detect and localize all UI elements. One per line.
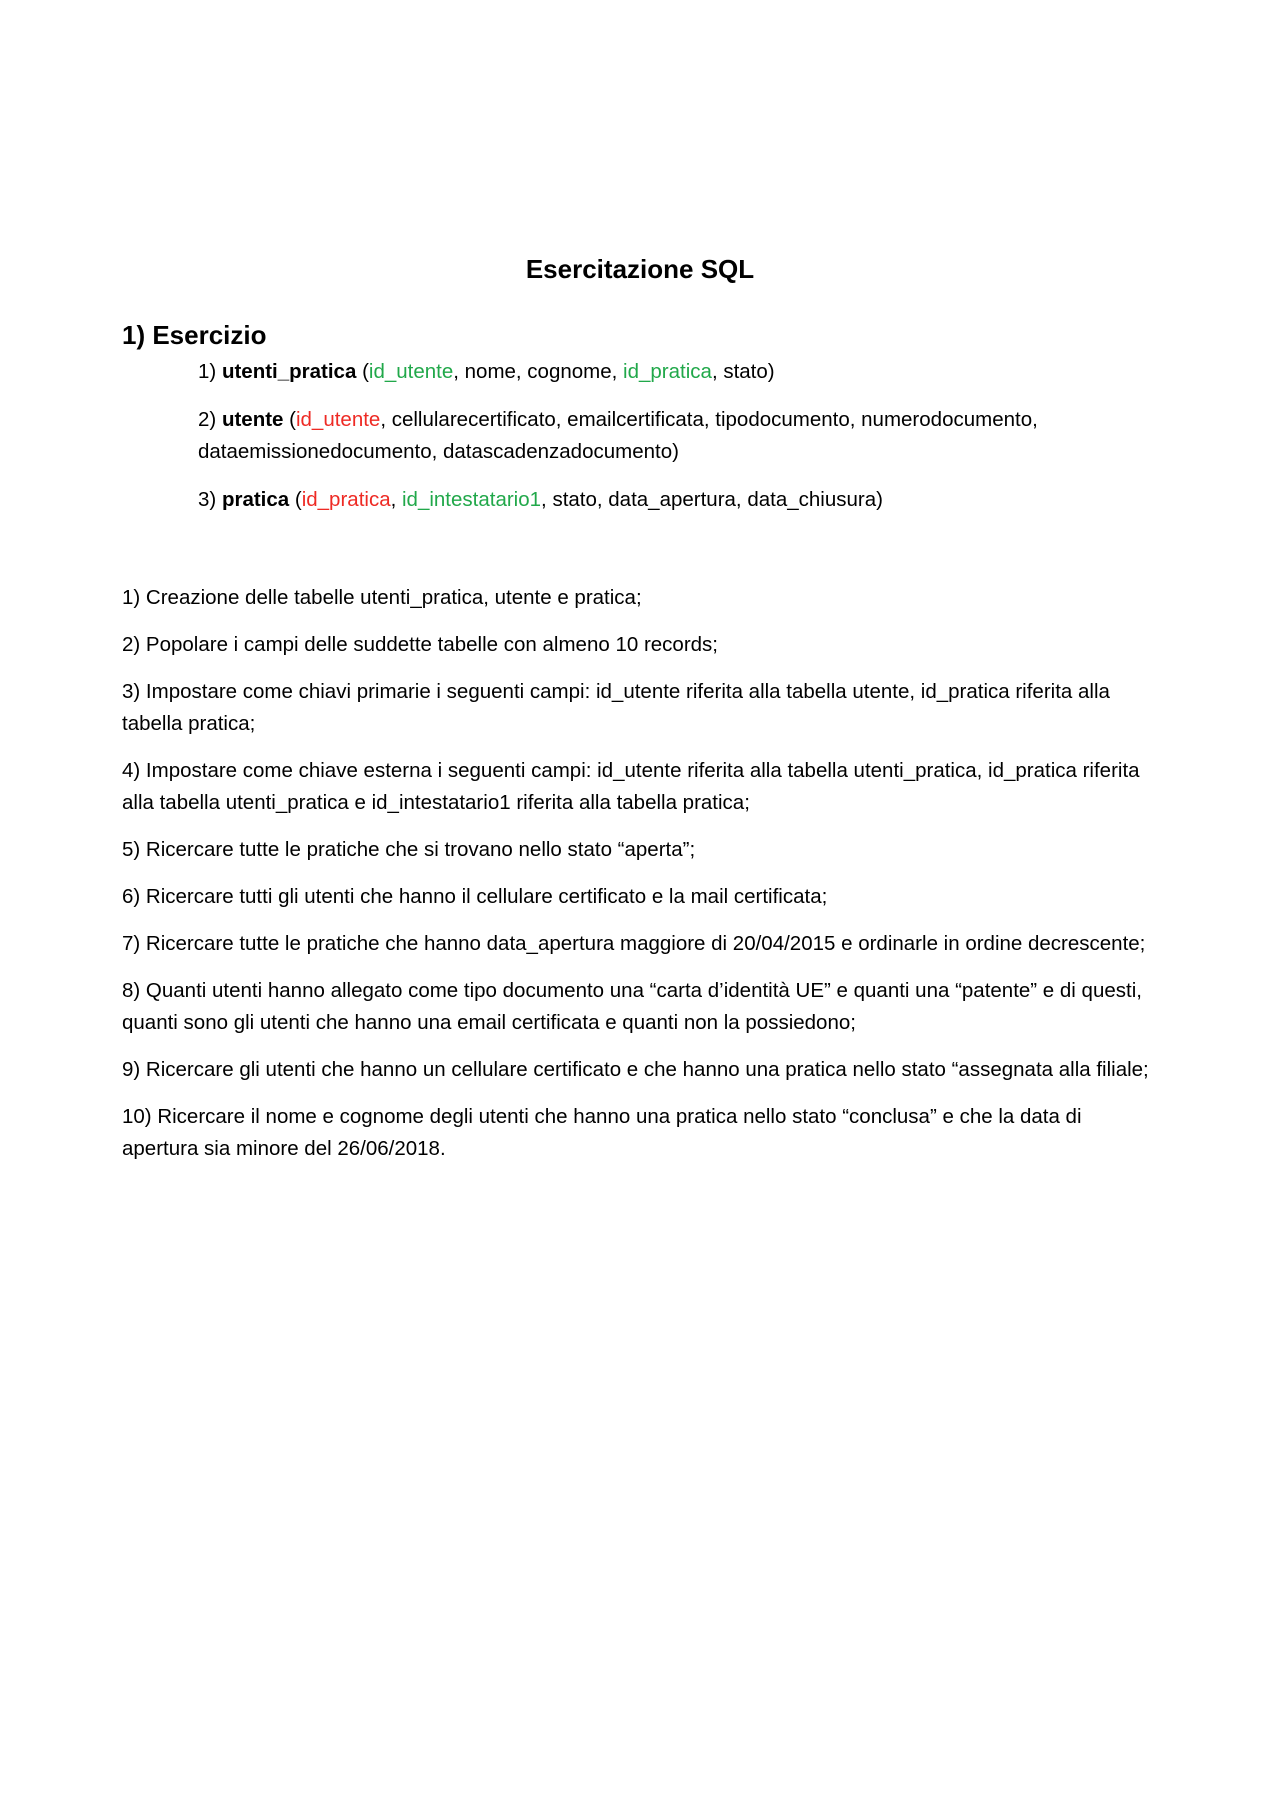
schema-fields-text: , bbox=[390, 488, 402, 511]
schema-number: 2) bbox=[198, 408, 217, 431]
foreign-key-field: id_intestatario1 bbox=[402, 488, 542, 511]
schema-fields-text: , nome, cognome, bbox=[453, 360, 624, 383]
table-name: utente bbox=[221, 408, 284, 431]
task-item: 3) Impostare come chiavi primarie i seguenti campi: id_utente riferita alla tabella utente, id_pratica riferita alla tabella pratica; bbox=[122, 680, 1110, 735]
schema-line-utenti-pratica bbox=[198, 356, 1158, 388]
task-item: 2) Popolare i campi delle suddette tabelle con almeno 10 records; bbox=[122, 633, 718, 656]
task-item: 6) Ricercare tutti gli utenti che hanno il cellulare certificato e la mail certificata; bbox=[122, 885, 828, 908]
foreign-key-field: id_utente bbox=[368, 360, 454, 383]
primary-key-field: id_pratica bbox=[301, 488, 391, 511]
task-item: 1) Creazione delle tabelle utenti_pratica, utente e pratica; bbox=[122, 586, 642, 609]
task-list bbox=[122, 582, 1162, 1180]
task-item: 8) Quanti utenti hanno allegato come tipo documento una “carta d’identità UE” e quanti una “patente” e di questi, quanti sono gli utenti che hanno una email certificata e quanti non la possiedono; bbox=[122, 979, 1142, 1034]
schema-fields-text: , stato) bbox=[711, 360, 775, 383]
primary-key-field: id_utente bbox=[295, 408, 381, 431]
schema-open-paren: ( bbox=[294, 488, 302, 511]
schema-line-pratica bbox=[198, 484, 1158, 516]
table-name: utenti_pratica bbox=[221, 360, 357, 383]
document-title: Esercitazione SQL bbox=[525, 254, 755, 284]
schema-fields-text: , stato, data_apertura, data_chiusura) bbox=[541, 488, 883, 511]
foreign-key-field: id_pratica bbox=[623, 360, 712, 383]
schema-fields-text: , cellularecertificato, emailcertificata, tipodocumento, numerodocumento, dataemissionedocumento, datascadenzadocumento) bbox=[198, 408, 1038, 463]
table-name: pratica bbox=[221, 488, 290, 511]
task-item: 10) Ricercare il nome e cognome degli utenti che hanno una pratica nello stato “conclusa” e che la data di apertura sia minore del 26/06/2018. bbox=[122, 1105, 1082, 1160]
section-heading: 1) Esercizio bbox=[122, 320, 267, 350]
task-item: 9) Ricercare gli utenti che hanno un cellulare certificato e che hanno una pratica nello stato “assegnata alla filiale; bbox=[122, 1058, 1149, 1081]
task-item: 5) Ricercare tutte le pratiche che si trovano nello stato “aperta”; bbox=[122, 838, 696, 861]
schema-number: 3) bbox=[198, 488, 217, 511]
schema-number: 1) bbox=[198, 360, 217, 383]
schema-open-paren: ( bbox=[289, 408, 296, 431]
schema-line-utente bbox=[198, 404, 1158, 468]
schema-open-paren: ( bbox=[362, 360, 369, 383]
task-item: 7) Ricercare tutte le pratiche che hanno data_apertura maggiore di 20/04/2015 e ordinarle in ordine decrescente; bbox=[122, 932, 1146, 955]
task-item: 4) Impostare come chiave esterna i seguenti campi: id_utente riferita alla tabella utenti_pratica, id_pratica riferita alla tabella utenti_pratica e id_intestatario1 riferita alla tabella pratica; bbox=[122, 759, 1140, 814]
